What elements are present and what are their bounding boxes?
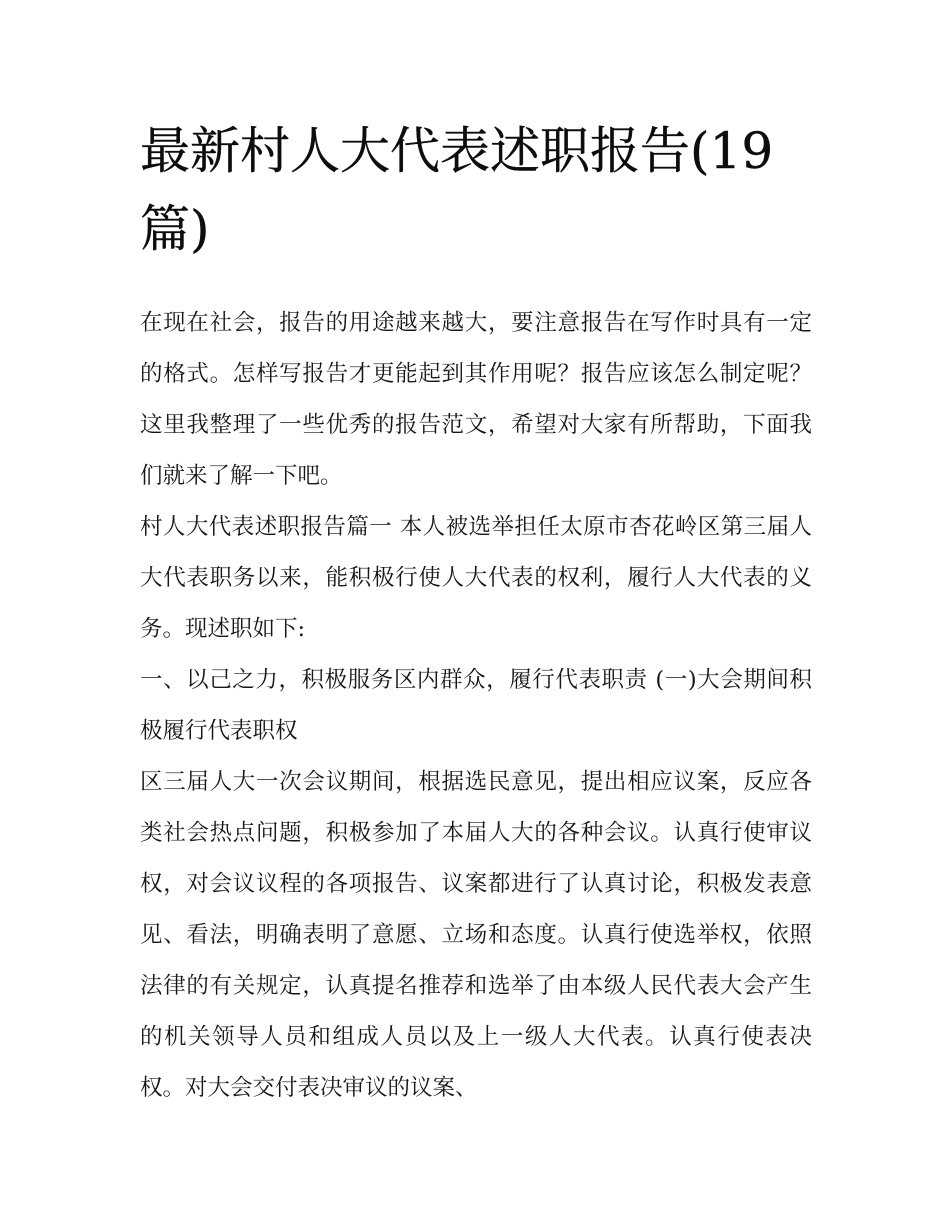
section-heading-paragraph: 一、以己之力，积极服务区内群众，履行代表职责 (一)大会期间积极履行代表职权 (140, 667, 812, 744)
intro-paragraph: 在现在社会，报告的用途越来越大，要注意报告在写作时具有一定的格式。怎样写报告才更能起到其作用呢？报告应该怎么制定呢？这里我整理了一些优秀的报告范文，希望对大家有所帮助，下面我们就来了解一下吧。 (140, 310, 812, 489)
document-title: 最新村人大代表述职报告(19篇) (140, 122, 774, 258)
document-content (140, 112, 812, 1114)
section-one-opening-paragraph: 村人大代表述职报告篇一 本人被选举担任太原市杏花岭区第三届人大代表职务以来，能积极行使人大代表的权利，履行人大代表的义务。现述职如下: (140, 514, 812, 642)
body-paragraph: 区三届人大一次会议期间，根据选民意见，提出相应议案，反应各类社会热点问题，积极参加了本届人大的各种会议。认真行使审议权，对会议议程的各项报告、议案都进行了认真讨论，积极发表意见、看法，明确表明了意愿、立场和态度。认真行使选举权，依照法律的有关规定，认真提名推荐和选举了由本级人民代表大会产生的机关领导人员和组成人员以及上一级人大代表。认真行使表决权。对大会交付表决审议的议案、 (140, 769, 812, 1101)
